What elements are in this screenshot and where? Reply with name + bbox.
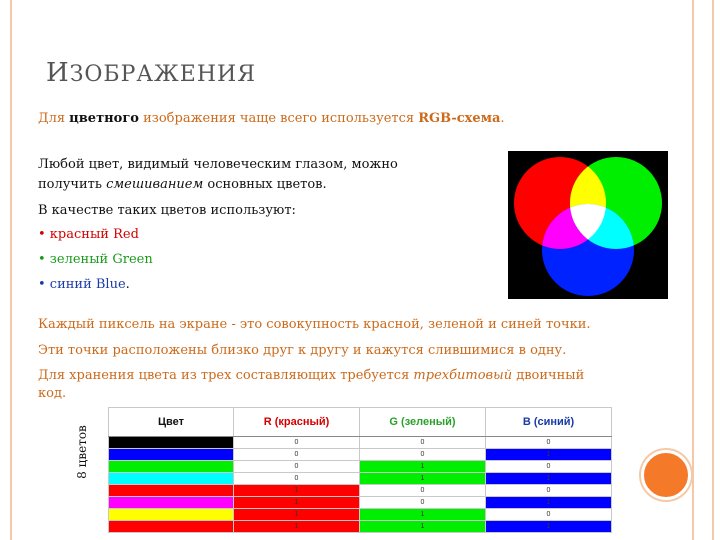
cell-g: 1 bbox=[360, 521, 486, 533]
cell-g: 0 bbox=[360, 497, 486, 509]
color-swatch bbox=[109, 473, 234, 485]
intro-part-5: . bbox=[500, 111, 505, 126]
cell-r: 0 bbox=[234, 449, 360, 461]
intro-part-3: изображения чаще всего используется bbox=[138, 111, 419, 126]
para5-a: Для хранения цвета из трех составляющих требуется bbox=[38, 368, 414, 383]
cell-b: 1 bbox=[486, 449, 612, 461]
cell-b: 1 bbox=[486, 497, 612, 509]
bullet-blue-c: . bbox=[125, 277, 130, 292]
para2: В качестве таких цветов используют: bbox=[38, 203, 296, 218]
table-row bbox=[109, 485, 612, 497]
para5-c: двоичный bbox=[512, 368, 585, 383]
cell-g: 1 bbox=[360, 509, 486, 521]
header-green: G (зеленый) bbox=[360, 408, 486, 437]
cell-b: 1 bbox=[486, 521, 612, 533]
intro-part-1: Для bbox=[38, 111, 70, 126]
cell-r: 1 bbox=[234, 509, 360, 521]
bullet-blue-b: Blue bbox=[95, 277, 126, 292]
header-blue: B (синий) bbox=[486, 408, 612, 437]
title-initial: И bbox=[46, 58, 70, 88]
cell-r: 1 bbox=[234, 521, 360, 533]
color-swatch bbox=[109, 437, 234, 449]
color-swatch bbox=[109, 461, 234, 473]
cell-g: 0 bbox=[360, 485, 486, 497]
table-body bbox=[109, 437, 612, 533]
rgb-venn-image bbox=[508, 151, 668, 299]
para1-line2-c: основных цветов. bbox=[203, 177, 327, 192]
slide-title bbox=[46, 58, 256, 88]
cell-r: 0 bbox=[234, 437, 360, 449]
header-red: R (красный) bbox=[234, 408, 360, 437]
cell-g: 1 bbox=[360, 461, 486, 473]
table-row bbox=[109, 497, 612, 509]
bullet-blue-a: • синий bbox=[38, 277, 96, 292]
color-swatch bbox=[109, 497, 234, 509]
table-header-row bbox=[109, 408, 612, 437]
intro-part-2: цветного bbox=[69, 111, 139, 126]
eight-colors-label: 8 цветов bbox=[75, 425, 89, 479]
table-row bbox=[109, 461, 612, 473]
cell-g: 0 bbox=[360, 449, 486, 461]
header-color: Цвет bbox=[109, 408, 234, 437]
table-row bbox=[109, 509, 612, 521]
color-swatch bbox=[109, 521, 234, 533]
cell-b: 0 bbox=[486, 461, 612, 473]
table-row bbox=[109, 449, 612, 461]
cell-g: 1 bbox=[360, 473, 486, 485]
decorative-orange-circle bbox=[641, 450, 691, 500]
rgb-venn-svg bbox=[508, 151, 668, 299]
para1-line2 bbox=[38, 177, 327, 192]
table-row bbox=[109, 437, 612, 449]
para1-line2-a: получить bbox=[38, 177, 107, 192]
slide-right-stripe bbox=[694, 0, 714, 540]
para3: Каждый пиксель на экране - это совокупность красной, зеленой и синей точки. bbox=[38, 317, 591, 332]
cell-r: 0 bbox=[234, 461, 360, 473]
cell-b: 0 bbox=[486, 485, 612, 497]
para4: Эти точки расположены близко друг к другу и кажутся слившимися в одну. bbox=[38, 343, 567, 358]
table-row bbox=[109, 473, 612, 485]
color-swatch bbox=[109, 449, 234, 461]
para5-line1 bbox=[38, 368, 584, 383]
rgb-color-table bbox=[108, 407, 612, 533]
bullet-green: • зеленый Green bbox=[38, 252, 153, 267]
cell-r: 1 bbox=[234, 485, 360, 497]
title-rest: ЗОБРАЖЕНИЯ bbox=[69, 62, 256, 87]
color-swatch bbox=[109, 509, 234, 521]
cell-r: 0 bbox=[234, 473, 360, 485]
color-swatch bbox=[109, 485, 234, 497]
para5-b: трехбитовый bbox=[413, 368, 513, 383]
para5-line2: код. bbox=[38, 386, 67, 401]
cell-b: 1 bbox=[486, 473, 612, 485]
intro-line bbox=[38, 111, 505, 126]
intro-part-4: RGB-схема bbox=[418, 111, 501, 126]
bullet-blue bbox=[38, 277, 130, 292]
cell-b: 0 bbox=[486, 509, 612, 521]
para1-line2-b: смешиванием bbox=[106, 177, 204, 192]
cell-g: 0 bbox=[360, 437, 486, 449]
cell-b: 0 bbox=[486, 437, 612, 449]
para1-line1: Любой цвет, видимый человеческим глазом, можно bbox=[38, 157, 398, 172]
cell-r: 1 bbox=[234, 497, 360, 509]
table-row bbox=[109, 521, 612, 533]
bullet-red: • красный Red bbox=[38, 227, 139, 242]
